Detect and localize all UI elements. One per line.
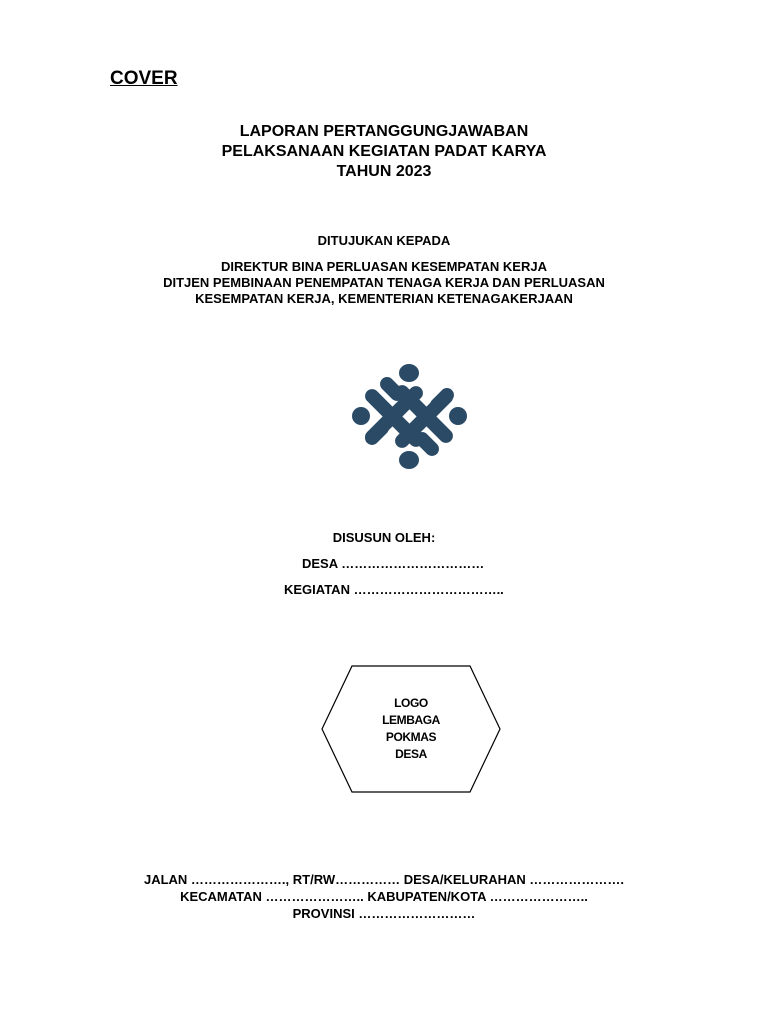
address-line-2: KECAMATAN ………………….. KABUPATEN/KOTA ………………….. — [180, 889, 588, 904]
logo-placeholder-line-1: LOGO — [394, 696, 428, 710]
address-line-1: JALAN …………………., RT/RW…………… DESA/KELURAHAN …………………. — [143, 872, 625, 887]
address-block — [0, 871, 768, 922]
logo-placeholder-line-3: POKMAS — [385, 730, 437, 744]
addressee-heading: DITUJUKAN KEPADA — [317, 233, 451, 248]
addressee-line-3: KESEMPATAN KERJA, KEMENTERIAN KETENAGAKERJAAN — [195, 291, 573, 306]
prepared-by-heading: DISUSUN OLEH: — [332, 530, 436, 545]
logo-placeholder-line-2: LEMBAGA — [382, 713, 440, 727]
report-title-line-2: PELAKSANAAN KEGIATAN PADAT KARYA — [221, 143, 547, 160]
cover-heading: COVER — [110, 68, 178, 89]
addressee-block — [0, 259, 768, 307]
village-field: DESA …………………………… — [302, 556, 485, 571]
activity-field: KEGIATAN …………………………….. — [284, 582, 504, 597]
address-line-3: PROVINSI ……………………… — [292, 906, 476, 921]
addressee-line-2: DITJEN PEMBINAAN PENEMPATAN TENAGA KERJA DAN PERLUASAN — [163, 275, 605, 290]
report-title-line-1: LAPORAN PERTANGGUNGJAWABAN — [239, 123, 529, 140]
report-title — [0, 122, 768, 182]
logo-placeholder-hexagon — [320, 664, 502, 794]
logo-placeholder-line-4: DESA — [395, 747, 427, 761]
addressee-line-1: DIREKTUR BINA PERLUASAN KESEMPATAN KERJA — [221, 259, 547, 274]
report-title-line-3: TAHUN 2023 — [336, 163, 432, 180]
logo-placeholder-text — [320, 664, 502, 794]
kemnaker-logo-icon — [350, 362, 470, 472]
